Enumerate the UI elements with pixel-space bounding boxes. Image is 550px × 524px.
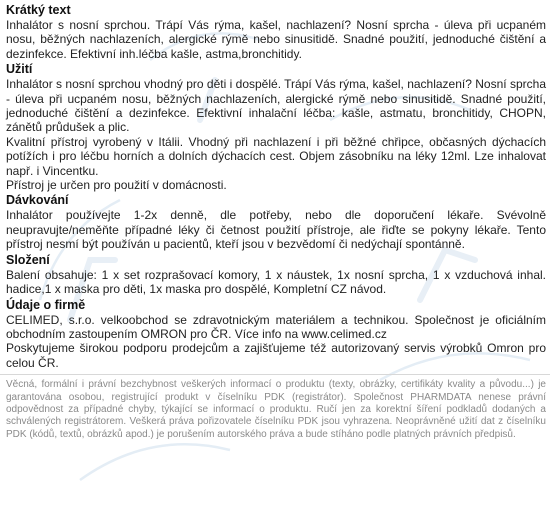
section xyxy=(6,253,546,297)
section xyxy=(6,62,546,192)
section-paragraph: Poskytujeme širokou podporu prodejcům a zajišťujeme též autorizovaný servis výrobků Omron pro celou ČR. xyxy=(6,341,546,370)
section-paragraph: Přístroj je určen pro použití v domácnosti. xyxy=(6,178,227,193)
section-paragraph: Balení obsahuje: 1 x set rozprašovací komory, 1 x náustek, 1x nosní sprcha, 1 x vzduchová inhal. hadice,1 x maska pro děti, 1x maska pro dospělé, Kompletní CZ návod. xyxy=(6,267,546,297)
section xyxy=(6,298,546,371)
disclaimer-footer xyxy=(0,374,550,441)
section-paragraph: Inhalátor s nosní sprchou vhodný pro děti i dospělé. Trápí Vás rýma, kašel, nachlazení? Nosní sprcha - úleva při ucpaném nosu, běžných nachlazeních, alergické rýmě nebo sinusitidě. Snadné použití, jednoduché čištění a dezinfekce. Efektivní inhalační léčba: kašle, astmatu, bronchitidy, CHOPN, zánětů průdušek a plic. xyxy=(6,77,546,135)
section-heading: Užití xyxy=(6,62,33,77)
section-heading: Složení xyxy=(6,252,50,267)
section-heading: Krátký text xyxy=(6,3,71,17)
section-paragraph: Kvalitní přístroj vyrobený v Itálii. Vhodný při nachlazení i při běžné chřipce, občasných dýchacích potížích i pro léčbu horních a dolních dýchacích cest. Objem zásobníku na léky 12ml. Lze inhalovat např. i Vincentku. xyxy=(6,134,546,178)
section-paragraph: Inhalátor používejte 1-2x denně, dle potřeby, nebo dle doporučení lékaře. Svévolně neupravujte/neměňte případné léky či četnost použití přístroje, ale řiďte se pokyny lékaře. Tento přístroj nesmí být používán u pacientů, kteří jsou v bezvědomí či nedýchají spontánně. xyxy=(6,208,546,252)
section-paragraph: CELIMED, s.r.o. velkoobchod se zdravotnickým materiálem a technikou. Společnost je oficiálním obchodním zastoupením OMRON pro ČR. Více info na www.celimed.cz xyxy=(6,312,546,341)
disclaimer-text: Věcná, formální i právní bezchybnost veškerých informací o produktu (texty, obrázky, certifikáty kvality a původu...) je garantována osobou, registrující produkt v číselníku PDK (registrátor). Společnost PHARMDATA nenese právní odpovědnost za případné chyby, týkající se informací o produktu. Ručí jen za korektní šíření podkladů dodaných a schválených registrátorem. Veškerá práva pořizovatele číselníku PDK jsou vyhrazena. Neoprávněné užití dat z číselníku PDK (kódů, textů, obrázků apod.) je porušením autorského práva a bude stíháno podle platných právních předpisů. xyxy=(6,379,546,440)
section xyxy=(6,193,546,251)
section-heading: Údaje o firmě xyxy=(6,297,86,312)
section xyxy=(6,3,546,61)
section-heading: Dávkování xyxy=(6,193,69,208)
section-paragraph: Inhalátor s nosní sprchou. Trápí Vás rýma, kašel, nachlazení? Nosní sprcha - úleva při ucpaném nosu, běžných nachlazeních, alergické rýmě nebo sinusitidě. Snadné použití, jednoduché čištění a dezinfekce. Efektivní inh.léčba kašle, astma,bronchitidy. xyxy=(6,18,546,61)
